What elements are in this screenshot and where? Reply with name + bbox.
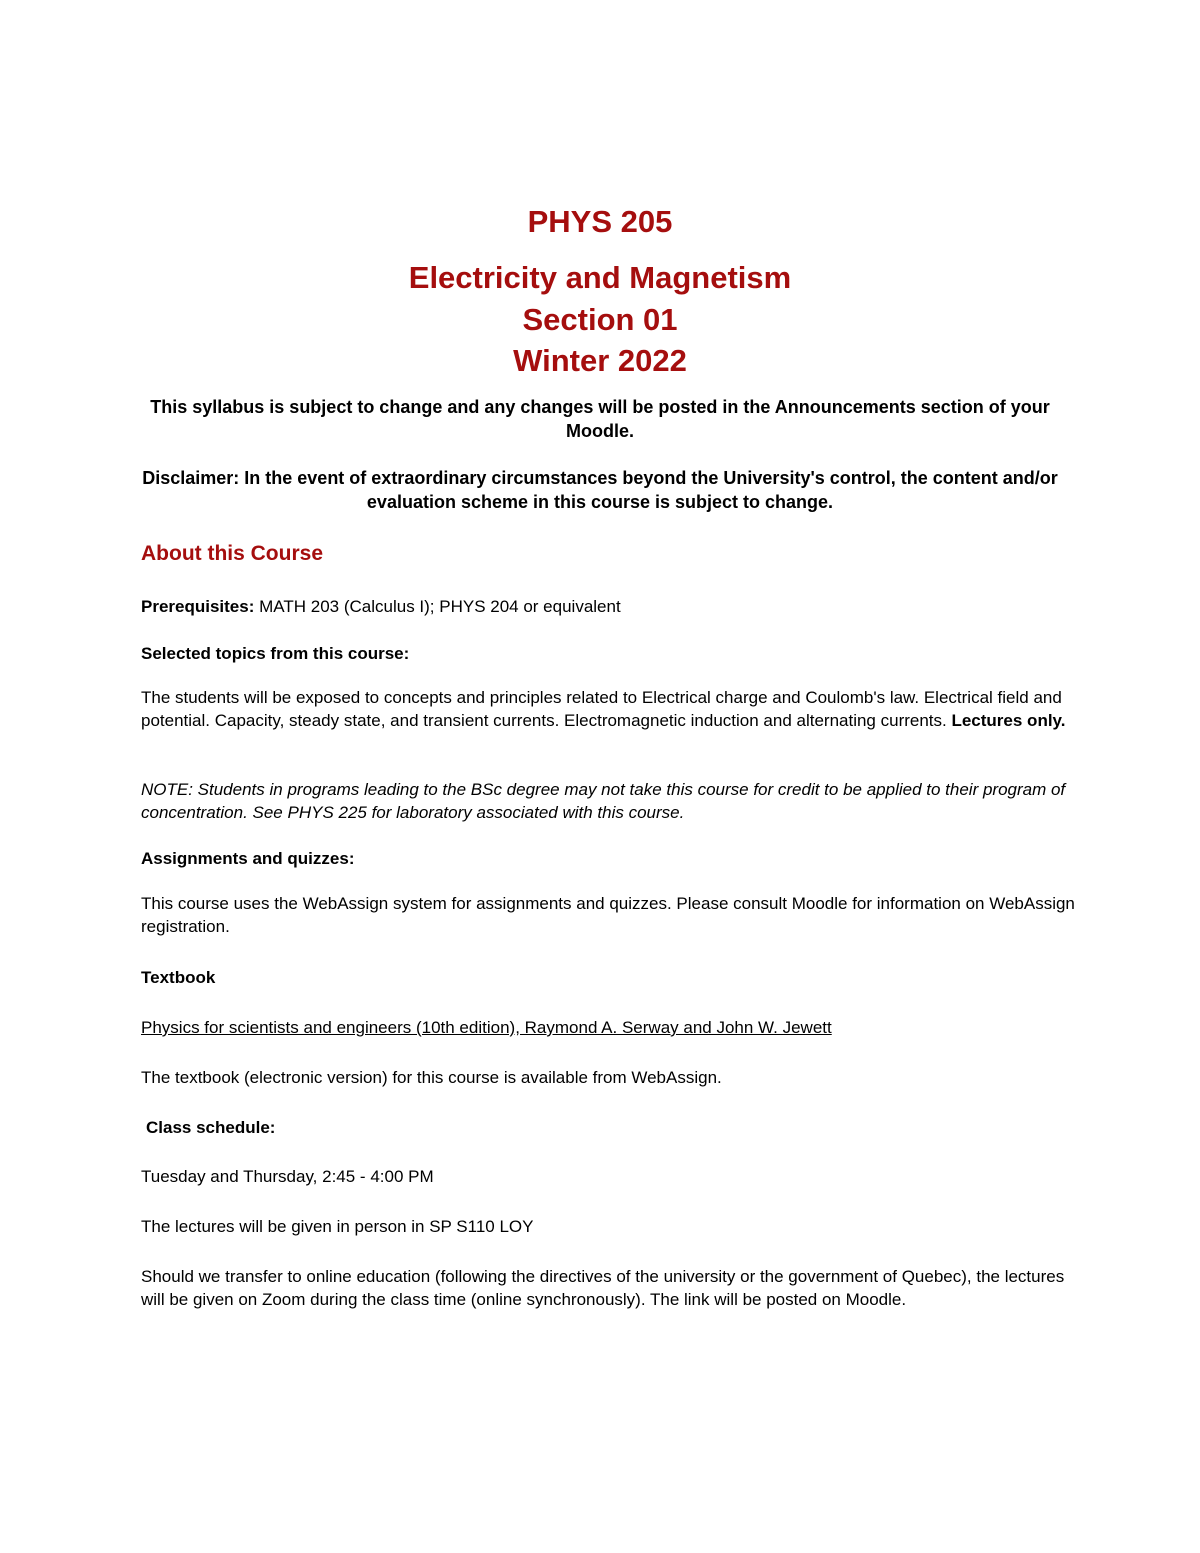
bsc-note: NOTE: Students in programs leading to the BSc degree may not take this course for credit to be applied to their program of concentration. See PHYS 225 for laboratory associated with this course. xyxy=(141,780,1066,822)
textbook-availability: The textbook (electronic version) for this course is available from WebAssign. xyxy=(141,1068,722,1087)
schedule-heading: Class schedule: xyxy=(146,1118,276,1137)
course-title: Electricity and Magnetism xyxy=(408,260,792,295)
schedule-location: The lectures will be given in person in SP S110 LOY xyxy=(141,1217,534,1236)
prerequisites-label: Prerequisites: xyxy=(141,597,255,616)
syllabus-change-notice: This syllabus is subject to change and any changes will be posted in the Announcements section of your Moodle. xyxy=(150,397,1050,441)
lectures-only-label: Lectures only. xyxy=(951,711,1066,730)
topics-heading: Selected topics from this course: xyxy=(141,644,410,663)
about-course-heading: About this Course xyxy=(141,542,323,565)
assignments-heading: Assignments and quizzes: xyxy=(141,849,355,868)
assignments-paragraph: This course uses the WebAssign system for assignments and quizzes. Please consult Moodle for information on WebAssign registration. xyxy=(141,894,1075,936)
topics-paragraph xyxy=(141,686,1081,732)
schedule-online-paragraph: Should we transfer to online education (following the directives of the university or the government of Quebec), the lectures will be given on Zoom during the class time (online synchronously). The link will be posted on Moodle. xyxy=(141,1267,1065,1309)
prerequisites-line xyxy=(141,595,1081,618)
prerequisites-value: MATH 203 (Calculus I); PHYS 204 or equivalent xyxy=(259,597,621,616)
schedule-times: Tuesday and Thursday, 2:45 - 4:00 PM xyxy=(141,1167,434,1186)
textbook-citation: Physics for scientists and engineers (10th edition), Raymond A. Serway and John W. Jewett xyxy=(141,1018,832,1037)
disclaimer-notice: Disclaimer: In the event of extraordinary circumstances beyond the University's control, the content and/or evaluation scheme in this course is subject to change. xyxy=(142,468,1058,512)
course-term: Winter 2022 xyxy=(513,343,687,378)
topics-text: The students will be exposed to concepts and principles related to Electrical charge and Coulomb's law. Electrical field and potential. Capacity, steady state, and transient currents. Electromagnetic induction and alternating currents. xyxy=(141,688,1062,730)
course-section: Section 01 xyxy=(522,302,678,337)
textbook-heading: Textbook xyxy=(141,968,216,987)
course-code: PHYS 205 xyxy=(527,204,673,239)
